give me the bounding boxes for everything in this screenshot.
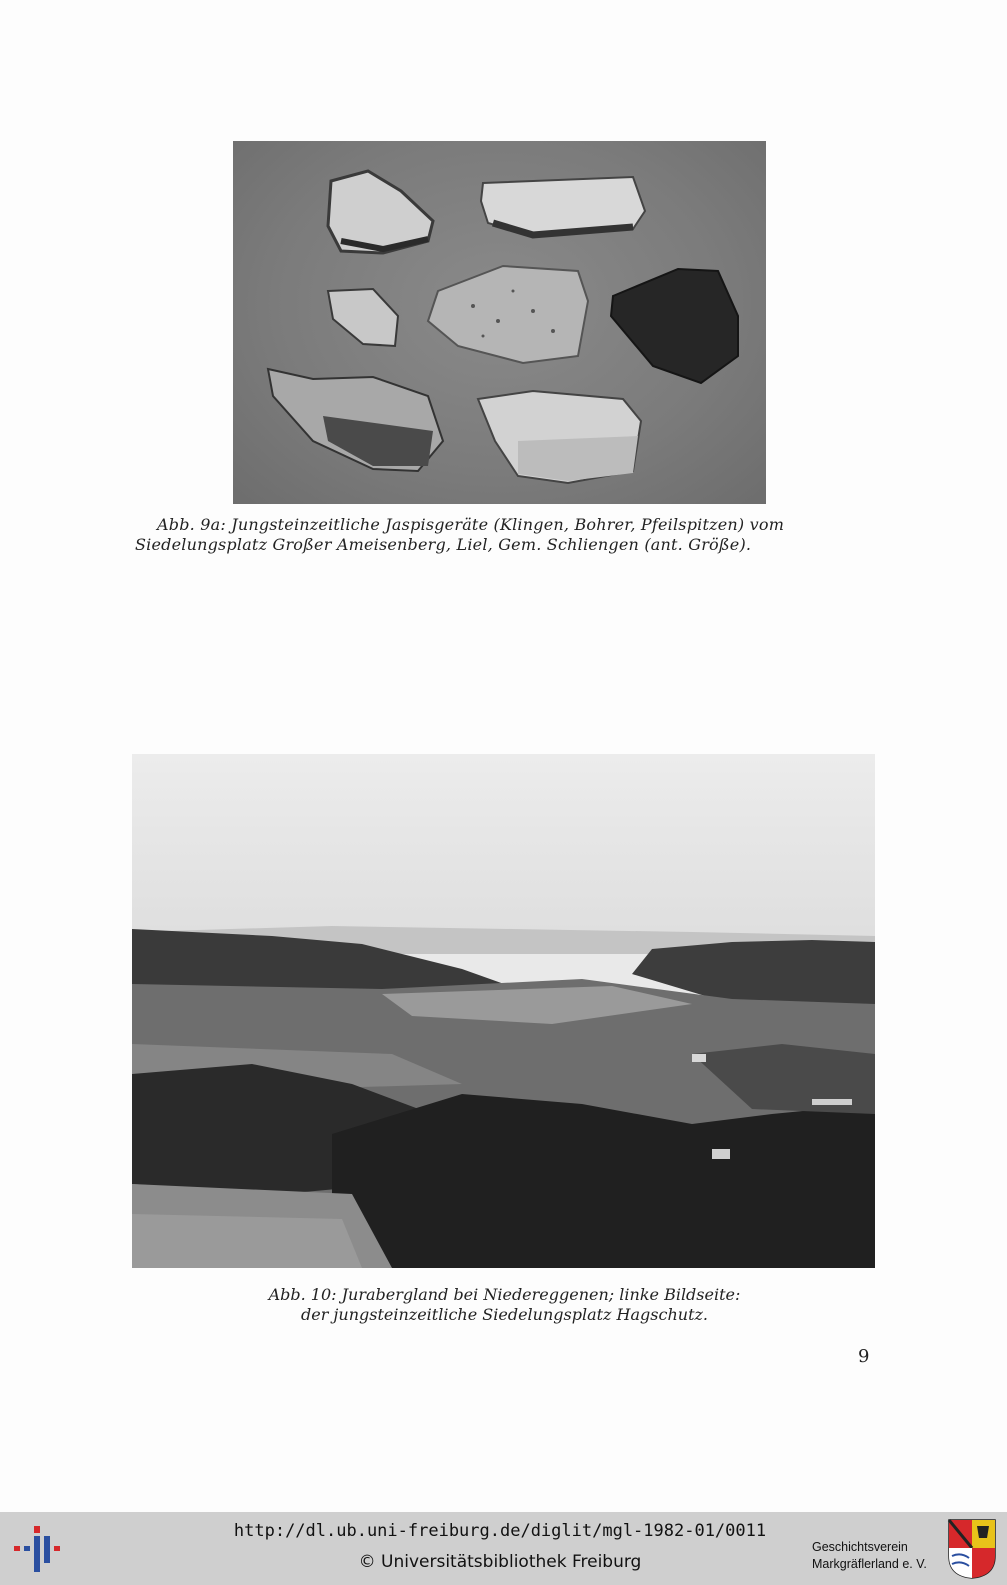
- figure-10-caption-line2: der jungsteinzeitliche Siedelungsplatz Hagschutz.: [300, 1305, 709, 1324]
- coat-of-arms-icon: [947, 1518, 997, 1580]
- society-line1: Geschichtsverein: [812, 1540, 908, 1554]
- figure-9a-caption: Abb. 9a: Jungsteinzeitliche Jaspisgeräte (Klingen, Bohrer, Pfeilspitzen) vom Siedelungsplatz Großer Ameisenberg, Liel, Gem. Schliengen (ant. Größe).: [135, 515, 785, 554]
- society-name: [812, 1539, 942, 1573]
- ub-freiburg-logo-icon[interactable]: [14, 1526, 66, 1572]
- page-number: 9: [858, 1346, 870, 1367]
- figure-10-caption: [232, 1285, 777, 1325]
- figure-10-caption-line1: Abb. 10: Jurabergland bei Niedereggenen; linke Bildseite:: [268, 1285, 741, 1304]
- footer-copyright: © Universitätsbibliothek Freiburg: [358, 1552, 642, 1572]
- figure-9a-photo: [233, 141, 766, 504]
- footer-bar: [0, 1512, 1007, 1585]
- footer-url-link[interactable]: http://dl.ub.uni-freiburg.de/diglit/mgl-1982-01/0011: [233, 1521, 767, 1541]
- landscape-image: [132, 754, 875, 1268]
- society-line2: Markgräflerland e. V.: [812, 1557, 927, 1571]
- jasper-tools-image: [233, 141, 766, 504]
- figure-10-photo: [132, 754, 875, 1268]
